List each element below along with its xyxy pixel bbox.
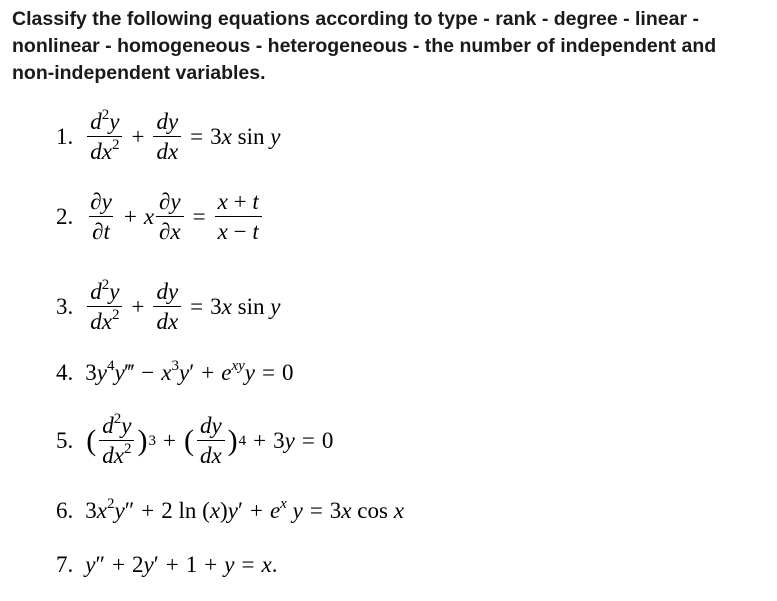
- fraction-dy-dt: $\frac{\partial y}{\partial t}$: [90, 189, 112, 245]
- equation-7: 7. y″ + 2y′ + 1 + y = x.: [56, 552, 278, 577]
- heading-line-2: nonlinear - homogeneous - heterogeneous - the number of independent and: [12, 35, 717, 57]
- equation-5: 5. ( $\frac{d^2y}{dx^2}$ ) 3 + ( $\frac{dy}{dx}$ ) 4 + 3y = 0: [56, 411, 334, 469]
- fraction-dy-dx: $\frac{\partial y}{\partial x}$: [156, 190, 184, 244]
- equation-number: 6.: [56, 498, 74, 523]
- fraction-dy-dx: $\frac{dy}{dx}$: [197, 414, 225, 468]
- equation-2: 2. $\frac{\partial y}{\partial t}$ + x $\frac{\partial y}{\partial x}$ = $\frac{x + t}{x - t}$: [56, 190, 264, 244]
- equation-number: 2.: [56, 204, 74, 230]
- equation-number: 7.: [56, 552, 74, 577]
- equation-3: 3. $\frac{d^2y}{dx^2}$ + $\frac{dy}{dx}$ = 3x sin y: [56, 277, 281, 335]
- fraction-d2y-dx2: $\frac{d^2y}{dx^2}$: [87, 280, 122, 334]
- fraction-d2y-dx2: $\frac{d^2y}{dx^2}$: [87, 110, 122, 164]
- heading-line-3: non-independent variables.: [12, 62, 266, 84]
- equation-4: 4. $3y^4y‴$ − $x^3y'$ + $e^{xy}y$ = 0: [56, 358, 294, 385]
- equation-number: 3.: [56, 294, 74, 320]
- equation-1: 1. $\frac{d^2y}{dx^2}$ + $\frac{dy}{dx}$ = 3x sin y: [56, 107, 281, 165]
- heading-line-1: Classify the following equations according to type - rank - degree - linear -: [12, 8, 699, 30]
- question-heading: [12, 6, 762, 87]
- equation-number: 4.: [56, 360, 74, 385]
- fraction-dy-dx: $\frac{dy}{dx}$: [153, 280, 181, 334]
- fraction-x-plus-t-over-x-minus-t: $\frac{x + t}{x - t}$: [215, 190, 262, 244]
- fraction-d2y-dx2: $\frac{d^2y}{dx^2}$: [99, 414, 134, 468]
- equation-number: 5.: [56, 428, 74, 454]
- equation-number: 1.: [56, 124, 74, 150]
- fraction-dy-dx: $\frac{dy}{dx}$: [153, 110, 181, 164]
- equation-6: 6. $3x^2y''$ + 2 ln (x)y′ + $e^x$ y = 3x cos x: [56, 496, 404, 523]
